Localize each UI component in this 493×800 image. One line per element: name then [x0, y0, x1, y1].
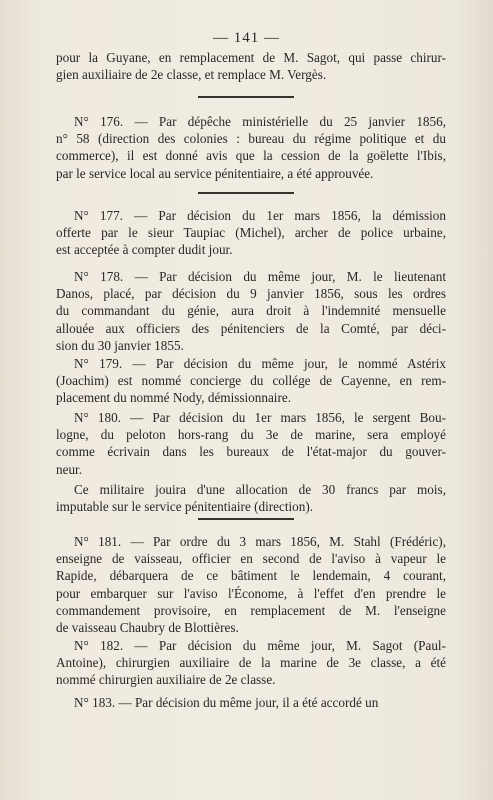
text-line: offerte par le sieur Taupiac (Michel), archer de police urbaine,	[56, 225, 446, 241]
text-line: nommé chirurgien auxiliaire de 2e classe.	[56, 672, 276, 688]
text-line: commandement provisoire, en remplacement de M. l'enseigne	[56, 602, 446, 618]
entry-176	[56, 113, 446, 182]
section-rule	[198, 518, 294, 520]
entry-181	[56, 533, 446, 636]
text-line: Danos, placé, par décision du 9 janvier 1856, sous les ordres	[56, 286, 446, 302]
text-line: de vaisseau Chaubry de Blottières.	[56, 620, 239, 636]
entry-183	[56, 694, 446, 711]
text-line: N° 177. — Par décision du 1er mars 1856, la démission	[74, 208, 446, 223]
text-line: Ce militaire jouira d'une allocation de 30 francs par mois,	[74, 482, 446, 497]
text-line: neur.	[56, 461, 83, 477]
text-line: (Joachim) est nommé concierge du collége de Cayenne, en rem-	[56, 373, 446, 389]
text-line: imputable sur le service pénitentiaire (direction).	[56, 499, 314, 515]
text-line: N° 181. — Par ordre du 3 mars 1856, M. Stahl (Frédéric),	[74, 534, 446, 549]
paragraph-continuation	[56, 49, 446, 83]
text-line: du commandant du génie, aura droit à l'indemnité mensuelle	[56, 303, 446, 319]
section-rule	[198, 192, 294, 194]
entry-180-continued	[56, 481, 446, 515]
text-line: comme écrivain dans les bureaux de l'état-major du gouver-	[56, 444, 446, 460]
text-line: par le service local au service pénitentiaire, a été approuvée.	[56, 165, 374, 181]
text-line: N° 183. — Par décision du même jour, il a été accordé un	[74, 695, 379, 710]
text-line: enseigne de vaisseau, officier en second de l'aviso à vapeur le	[56, 551, 446, 567]
entry-180	[56, 409, 446, 478]
entry-178	[56, 268, 446, 354]
text-line: commerce), il est donné avis que la cession de la goëlette l'Ibis,	[56, 148, 446, 164]
text-line: N° 182. — Par décision du même jour, M. Sagot (Paul-	[74, 638, 446, 653]
text-line: Rapide, débarquera de ce bâtiment le lendemain, 4 courant,	[56, 568, 446, 584]
text-line: N° 176. — Par dépêche ministérielle du 25 janvier 1856,	[74, 114, 446, 129]
entry-179	[56, 355, 446, 407]
text-line: pour embarquer sur l'aviso l'Économe, à l'effet d'en prendre le	[56, 585, 446, 601]
text-line: est acceptée à compter dudit jour.	[56, 242, 233, 258]
entry-182	[56, 637, 446, 689]
text-line: logne, du peloton hors-rang du 3e de marine, sera employé	[56, 427, 446, 443]
text-line: n° 58 (direction des colonies : bureau du régime politique et du	[56, 131, 446, 147]
text-line: sion du 30 janvier 1855.	[56, 337, 184, 353]
entry-177	[56, 207, 446, 259]
text-line: N° 178. — Par décision du même jour, M. le lieutenant	[74, 269, 446, 284]
text-line: N° 179. — Par décision du même jour, le nommé Astérix	[74, 356, 446, 371]
text-line: N° 180. — Par décision du 1er mars 1856, le sergent Bou-	[74, 410, 446, 425]
page-number: — 141 —	[213, 30, 280, 46]
text-line: allouée aux officiers des pénitenciers de la Comté, par déci-	[56, 320, 446, 336]
text-line: pour la Guyane, en remplacement de M. Sagot, qui passe chirur-	[56, 50, 446, 65]
section-rule	[198, 96, 294, 98]
text-line: gien auxiliaire de 2e classe, et remplace M. Vergès.	[56, 67, 327, 83]
text-line: Antoine), chirurgien auxiliaire de la marine de 3e classe, a été	[56, 655, 446, 671]
text-line: placement du nommé Nody, démissionnaire.	[56, 390, 291, 406]
